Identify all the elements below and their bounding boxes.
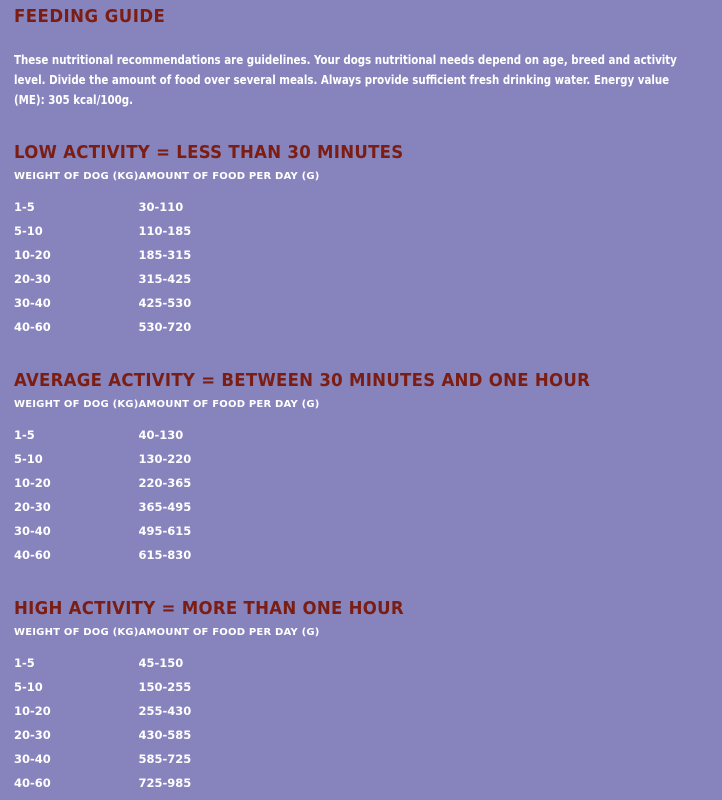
table-row — [14, 471, 338, 495]
section-heading: HIGH ACTIVITY = MORE THAN ONE HOUR — [14, 598, 404, 619]
amount-cell: 110-185 — [138, 224, 192, 238]
amount-cell: 725-985 — [138, 776, 192, 790]
weight-cell: 1-5 — [14, 200, 35, 214]
page-title: FEEDING GUIDE — [14, 6, 166, 27]
amount-cell: 220-365 — [138, 476, 192, 490]
weight-cell: 10-20 — [14, 248, 51, 262]
weight-cell: 40-60 — [14, 320, 51, 334]
amount-cell: 185-315 — [138, 248, 192, 262]
weight-cell: 1-5 — [14, 428, 35, 442]
weight-cell: 5-10 — [14, 452, 43, 466]
table-header-row — [14, 397, 338, 423]
feeding-table — [14, 169, 338, 339]
table-row — [14, 267, 338, 291]
table-row — [14, 675, 338, 699]
table-row — [14, 243, 338, 267]
feeding-table — [14, 625, 338, 795]
table-row — [14, 771, 338, 795]
weight-cell: 5-10 — [14, 680, 43, 694]
amount-cell: 365-495 — [138, 500, 192, 514]
column-header-amount: AMOUNT OF FOOD PER DAY (G) — [138, 171, 320, 182]
table-row — [14, 495, 338, 519]
weight-cell: 30-40 — [14, 524, 51, 538]
table-header-row — [14, 625, 338, 651]
weight-cell: 10-20 — [14, 476, 51, 490]
amount-cell: 615-830 — [138, 548, 192, 562]
weight-cell: 1-5 — [14, 656, 35, 670]
table-row — [14, 519, 338, 543]
table-row — [14, 219, 338, 243]
column-header-weight: WEIGHT OF DOG (KG) — [14, 171, 139, 182]
weight-cell: 20-30 — [14, 500, 51, 514]
amount-cell: 425-530 — [138, 296, 192, 310]
feeding-table — [14, 397, 338, 567]
amount-cell: 530-720 — [138, 320, 192, 334]
column-header-amount: AMOUNT OF FOOD PER DAY (G) — [138, 627, 320, 638]
weight-cell: 20-30 — [14, 272, 51, 286]
table-row — [14, 423, 338, 447]
table-row — [14, 651, 338, 675]
section-heading: AVERAGE ACTIVITY = BETWEEN 30 MINUTES AND ONE HOUR — [14, 370, 591, 391]
column-header-weight: WEIGHT OF DOG (KG) — [14, 399, 139, 410]
weight-cell: 30-40 — [14, 296, 51, 310]
amount-cell: 430-585 — [138, 728, 192, 742]
section-heading: LOW ACTIVITY = LESS THAN 30 MINUTES — [14, 142, 404, 163]
weight-cell: 10-20 — [14, 704, 51, 718]
column-header-amount: AMOUNT OF FOOD PER DAY (G) — [138, 399, 320, 410]
table-row — [14, 543, 338, 567]
weight-cell: 30-40 — [14, 752, 51, 766]
table-row — [14, 315, 338, 339]
weight-cell: 40-60 — [14, 548, 51, 562]
amount-cell: 585-725 — [138, 752, 192, 766]
table-row — [14, 747, 338, 771]
table-row — [14, 723, 338, 747]
amount-cell: 255-430 — [138, 704, 192, 718]
amount-cell: 30-110 — [138, 200, 184, 214]
table-row — [14, 699, 338, 723]
amount-cell: 40-130 — [138, 428, 184, 442]
table-row — [14, 447, 338, 471]
table-row — [14, 195, 338, 219]
amount-cell: 45-150 — [138, 656, 184, 670]
amount-cell: 315-425 — [138, 272, 192, 286]
amount-cell: 495-615 — [138, 524, 192, 538]
weight-cell: 40-60 — [14, 776, 51, 790]
weight-cell: 5-10 — [14, 224, 43, 238]
table-header-row — [14, 169, 338, 195]
amount-cell: 150-255 — [138, 680, 192, 694]
column-header-weight: WEIGHT OF DOG (KG) — [14, 627, 139, 638]
weight-cell: 20-30 — [14, 728, 51, 742]
table-row — [14, 291, 338, 315]
intro-paragraph: These nutritional recommendations are guidelines. Your dogs nutritional needs depend on age, breed and activity level. Divide the amount of food over several meals. Always provide sufficient fresh drinking water. Energy value (ME): 305 kcal/100g. — [14, 53, 677, 107]
amount-cell: 130-220 — [138, 452, 192, 466]
